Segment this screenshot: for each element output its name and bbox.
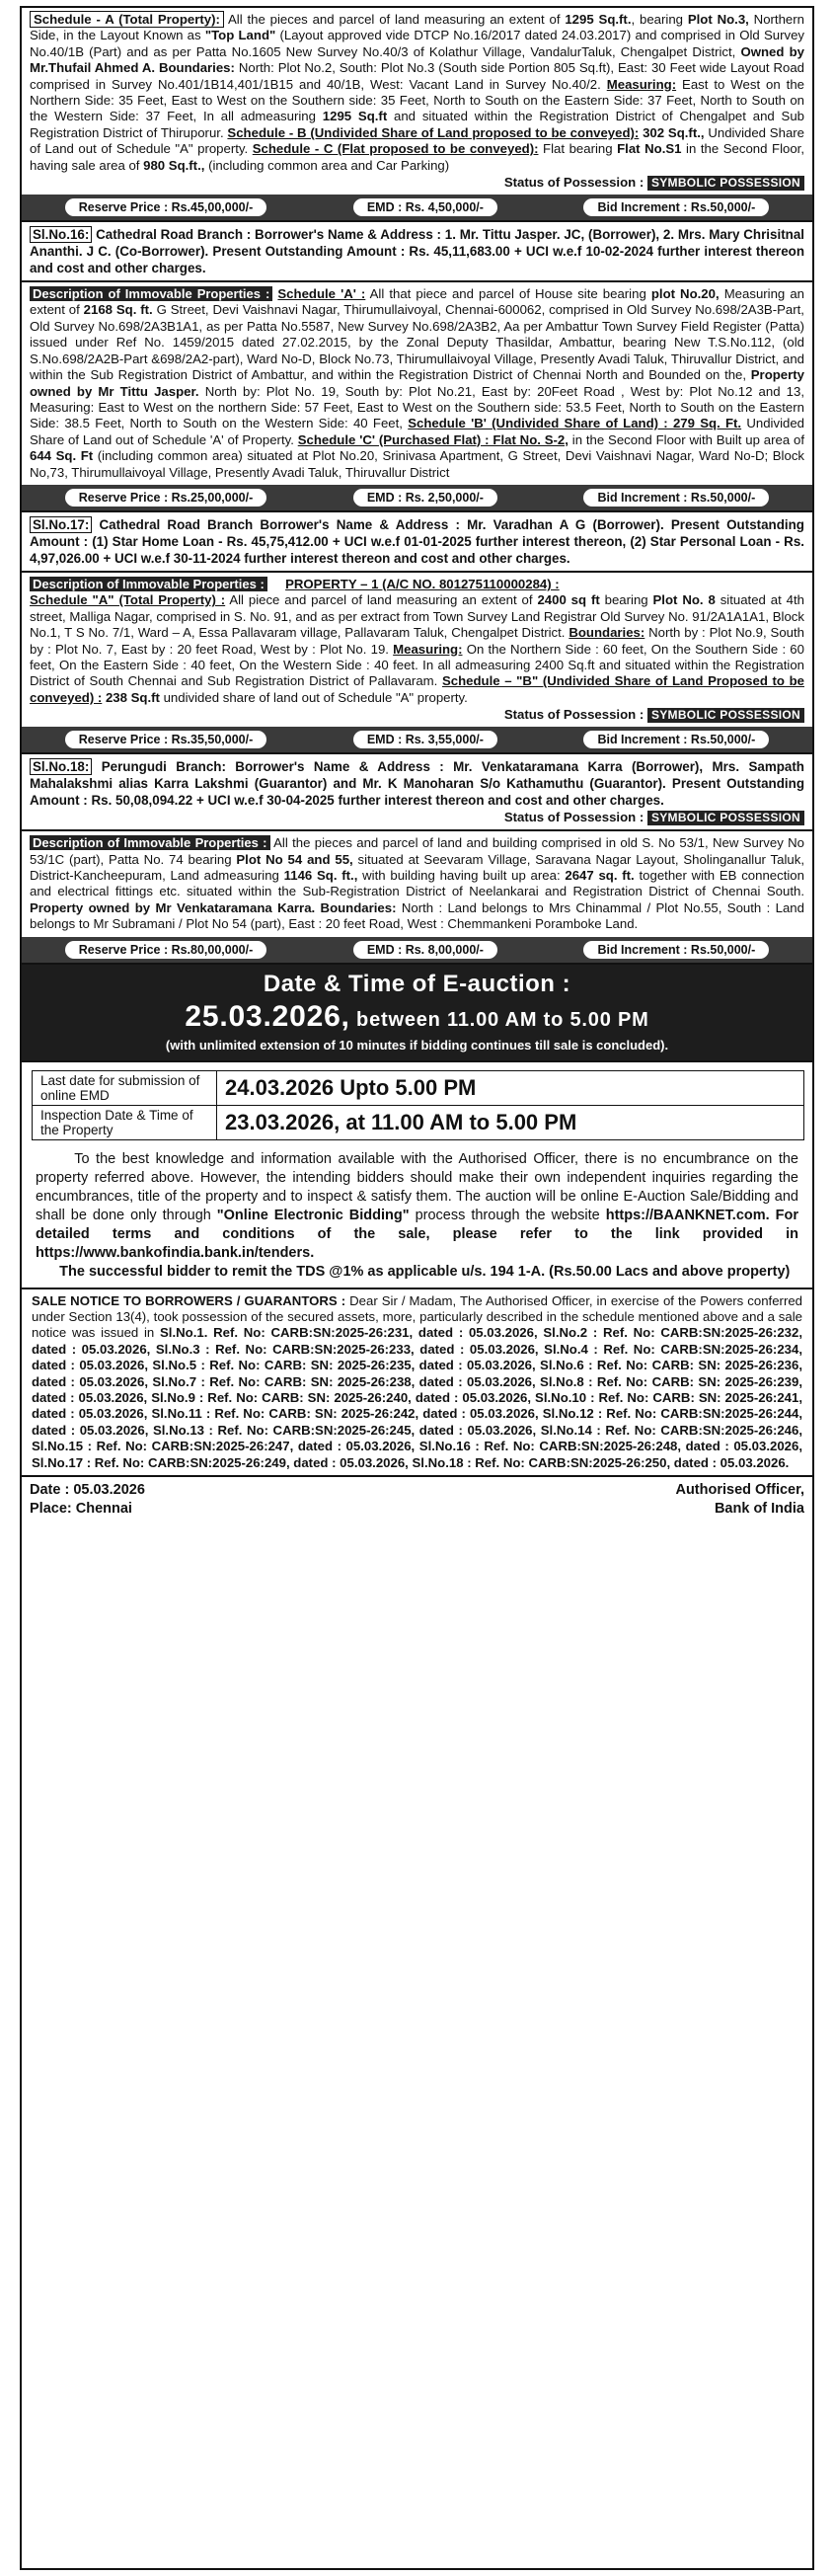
text: All that piece and parcel of House site bearing (365, 286, 651, 302)
built-up-area: 2647 sq. ft. (565, 868, 635, 883)
area: 1295 Sq.ft. (565, 12, 632, 27)
table-row (33, 1070, 804, 1105)
emd-amount: EMD : Rs. 3,55,000/- (353, 731, 497, 748)
text: North by : Plot No.9, South by : Plot No. 7, East by : 20 feet Road, West by : Plot No. 19. (30, 625, 804, 657)
schedule-b-label: Schedule – "B" (Undivided Share of Land Proposed to be conveyed) : (30, 673, 804, 705)
bid-increment: Bid Increment : Rs.50,000/- (583, 941, 769, 959)
text: To the best knowledge and information available with the Authorised Officer, there is no encumbrance on the property referred above. However, the intending bidders should make their own independent inquiries regarding the encumbrances, title of the property and to inspect & satisfy them. The auction will be online E-Auction Sale/Bidding and shall be done only through (36, 1150, 799, 1223)
text: Undivided Share of Land out of Schedule 'A' of Property. (30, 416, 805, 447)
text: Dear Sir / Madam, The Authorised Officer, in exercise of the Powers conferred under Section 13(4), took possession of the secured assets, more, particularly described in the schedule mentioned above and a sale notice was issued in (32, 1292, 803, 1341)
text: Measuring an extent of (30, 286, 804, 318)
text: and situated within the Registration District of Chengalpet and Sub Registration District of Thiruporur. (30, 109, 804, 140)
status-badge: SYMBOLIC POSSESSION (647, 708, 804, 723)
text: in the Second Floor, having sale area of (30, 141, 804, 173)
status-of-possession (30, 809, 804, 825)
borrower-details: Cathedral Road Branch : Borrower's Name & Address : 1. Mr. Tittu Jasper. JC, (Borrower), 2. Mrs. Mary Chrisitnal Ananthi. J C. (Co-Borrower). Present Outstanding Amount : Rs. 45,11,683.00 + UCI w.e.f 10-02-2024 further interest thereon and cost and other charges. (30, 227, 804, 276)
text: All the pieces and parcel of land and building comprised in old S. No 53/1, New Survey No 53/1C (part), Patta No. 74 bearing (30, 835, 804, 867)
emd-amount: EMD : Rs. 4,50,000/- (353, 198, 497, 216)
text: situated at Seevaram Village, Saravana Nagar Layout, Sholinganallur Taluk, District-Kancheepuram, Land admeasuring (30, 851, 805, 883)
description-label: Description of Immovable Properties : (30, 577, 267, 591)
auction-note: (with unlimited extension of 10 minutes if bidding continues till sale is concluded). (165, 1037, 669, 1053)
status-badge: SYMBOLIC POSSESSION (647, 176, 804, 191)
text: North: Plot No.2, South: Plot No.3 (South side Portion 805 Sq.ft), East: 30 Feet wide Layout Road comprised in Survey No.401/1B14,401/1B15 and 40/1B, West: Vacant Land in Survey No.40/2. (30, 60, 805, 92)
footer-left (30, 1481, 145, 1519)
footer (22, 1477, 812, 1522)
terms-section (22, 1148, 812, 1289)
emd-date-value: 24.03.2026 Upto 5.00 PM (217, 1070, 804, 1105)
uds: 302 Sq.ft., (639, 124, 705, 140)
price-bar (22, 727, 812, 752)
area: 2400 sq ft (537, 592, 600, 608)
plot: Plot No.3, (687, 12, 749, 27)
boundaries-label: Boundaries: (569, 625, 645, 641)
measuring-label: Measuring: (393, 641, 463, 657)
bid-increment: Bid Increment : Rs.50,000/- (583, 198, 769, 216)
auction-date: 25.03.2026, (185, 999, 350, 1033)
auction-title: Date & Time of E-auction : (263, 970, 571, 997)
footer-right (675, 1481, 804, 1519)
owner: Property owned by Mr Tittu Jasper. (30, 367, 804, 399)
sale-area: 980 Sq.ft., (143, 157, 205, 173)
schedule-a-label: Schedule "A" (Total Property) : (30, 592, 226, 608)
text: undivided share of land out of Schedule "A" property. (159, 689, 468, 705)
terms-link-text: For detailed terms and conditions of the sale, please refer to the link provided in https://www.bankofindia.bank.in/tenders. (36, 1207, 798, 1261)
bid-increment: Bid Increment : Rs.50,000/- (583, 489, 769, 507)
tds-note (36, 1263, 798, 1282)
notice-label: SALE NOTICE TO BORROWERS / GUARANTORS : (32, 1292, 346, 1308)
plot: plot No.20, (650, 286, 720, 302)
text: process through the website (409, 1207, 606, 1223)
auction-date-time (28, 1000, 806, 1034)
status-of-possession (30, 706, 804, 723)
text: On the Northern Side : 60 feet, On the Southern Side : 60 feet, On the Eastern Side : 40 feet, On the Western Side : 40 feet. In all admeasuring 2400 Sq.ft and situated within the Registration District of South Chennai and Sub Registration District of Pallavaram. (30, 641, 804, 689)
description-paragraph (30, 835, 804, 932)
sl-number: Sl.No.18: (30, 758, 92, 775)
inspection-value: 23.03.2026, at 11.00 AM to 5.00 PM (217, 1105, 804, 1139)
auction-time: between 11.00 AM to 5.00 PM (349, 1008, 649, 1031)
sl-number: Sl.No.16: (30, 226, 92, 243)
text: together with EB connection and electrical fittings etc. situated within the Sub-Registration District of Neelankarai and Registration District of Chennai South. (30, 868, 804, 899)
flat: Flat No.S1 (617, 141, 682, 157)
table-row (33, 1105, 804, 1139)
emd-amount: EMD : Rs. 8,00,000/- (353, 941, 497, 959)
schedule-b-label: Schedule 'B' (Undivided Share of Land) : 279 Sq. Ft. (408, 416, 742, 431)
text: East to West on the Northern Side: 35 Feet, East to West on the Southern side: 35 Feet, North to South on the Eastern Side: 37 Feet, North to South on the Western Side: 37 Feet, In all admeasuring (30, 76, 804, 124)
measuring-label: Measuring: (606, 76, 677, 92)
website-link[interactable]: https://BAANKNET.com. (605, 1207, 770, 1223)
text: G Street, Devi Vaishnavi Nagar, Thirumullaivoyal, Chennai-600062, comprised in Old Survey No.698/2A3B-Part, Old Survey No.698/2A3B1A1, as per Patta No.5587, New Survey No.698/2A3B2, Aa per Ambattur Town Survey Field Register (Patta) issued under Ref No. 1459/2015 dated 27.02.2015, by the Zonal Deputy Thasildar, Ambattur, bearing New T.S.No.112, (old S.No.698/2A2B-Part &698/2A2-part), Ward No-D, Block No.73, Thirumullaivoyal Village, Presently Avadi Taluk, Thiruvallur District, and within the Sub Registration District of Ambattur, and within the Registration District of Chennai North and Bounded on the, (30, 302, 804, 383)
emd-inspection-table (32, 1070, 804, 1140)
text: situated at 4th street, Malliga Nagar, comprised in S. No. 91, and as per extract from Town Survey Land Registrar Old Survey No. 91/2A1A1A1, Block No.1, T S No. 7/1, Ward – A, Essa Pallavaram village, Pallavaram Taluk, Chengalpet District. (30, 592, 804, 641)
schedule-c-label: Schedule 'C' (Purchased Flat) : Flat No. S-2, (297, 431, 569, 447)
e-auction-banner (22, 965, 812, 1062)
reserve-price: Reserve Price : Rs.80,00,000/- (65, 941, 267, 959)
footer-place: Place: Chennai (30, 1501, 132, 1518)
sale-notice-page (20, 6, 814, 2570)
schedule-a-label: Schedule 'A' : (277, 286, 366, 302)
footer-bank: Bank of India (714, 1501, 804, 1518)
footer-officer: Authorised Officer, (675, 1482, 804, 1499)
inspection-label: Inspection Date & Time of the Property (33, 1105, 217, 1139)
text: , bearing (631, 12, 688, 27)
status-label: Status of Possession : (503, 175, 644, 191)
emd-amount: EMD : Rs. 2,50,000/- (353, 489, 497, 507)
layout-name: "Top Land" (204, 28, 276, 43)
text: in the Second Floor with Built up area of (568, 431, 804, 447)
reference-list: Sl.No.1. Ref. No: CARB:SN:2025-26:231, dated : 05.03.2026, Sl.No.2 : Ref. No: CARB:SN:2025-26:232, dated : 05.03.2026, Sl.No.3 : Ref. No: CARB:SN:2025-26:233, dated : 05.03.2026, Sl.No.4 : Ref. No: CARB:SN:2025-26:234, dated : 05.03.2026, Sl.No.5 : Ref. No: CARB: SN: 2025-26:235, dated : 05.03.2026, Sl.No.6 : Ref. No: CARB: SN: 2025-26:236, dated : 05.03.2026, Sl.No.7 : Ref. No: CARB: SN: 2025-26:238, dated : 05.03.2026, Sl.No.8 : Ref. No: CARB: SN: 2025-26:239, dated : 05.03.2026, Sl.No.9 : Ref. No: CARB: SN: 2025-26:240, dated : 05.03.2026, Sl.No.10 : Ref. No: CARB: SN: 2025-26:241, dated : 05.03.2026, Sl.No.11 : Ref. No: CARB: SN: 2025-26:242, dated : 05.03.2026, Sl.No.12 : Ref. No: CARB:SN:2025-26:244, dated : 05.03.2026, Sl.No.13 : Ref. No: CARB:SN:2025-26:245, dated : 05.03.2026, Sl.No.14 : Ref. No: CARB:SN:2025-26:246, Sl.No.15 : Ref. No: CARB:SN:2025-26:247, dated : 05.03.2026, Sl.No.16 : Ref. No: CARB:SN:2025-26:248, dated : 05.03.2026, Sl.No.17 : Ref. No: CARB:SN:2025-26:249, dated : 05.03.2026, Sl.No.18 : Ref. No: CARB:SN:2025-26:250, dated : 05.03.2026. (32, 1325, 802, 1470)
sale-notice-section (22, 1289, 812, 1477)
schedule-c-label: Schedule - C (Flat proposed to be conveyed): (252, 141, 539, 157)
area: 1146 Sq. ft., (283, 868, 358, 883)
owner: Owned by Mr.Thufail Ahmed A. Boundaries: (30, 43, 804, 76)
status-of-possession (30, 174, 804, 191)
sl-no-17-section (22, 512, 812, 573)
price-bar (22, 195, 812, 220)
text: All piece and parcel of land measuring an extent of (225, 592, 538, 608)
property-account: PROPERTY – 1 (A/C NO. 801275110000284) : (285, 576, 560, 591)
sale-notice-paragraph (32, 1293, 802, 1471)
reserve-price: Reserve Price : Rs.35,50,000/- (65, 731, 267, 748)
text: with building having built up area: (357, 868, 566, 883)
sl-16-description (22, 282, 812, 512)
price-bar (22, 937, 812, 963)
footer-date: Date : 05.03.2026 (30, 1482, 145, 1499)
text: All the pieces and parcel of land measuring an extent of (223, 12, 566, 27)
owner: Property owned by Mr Venkataramana Karra. Boundaries: (30, 899, 397, 915)
online-bidding: "Online Electronic Bidding" (216, 1207, 410, 1223)
text: North : Land belongs to Mrs Chinammal / Plot No.55, South : Land belongs to Mr Subramani / Plot No 54 (part), East : 20 feet Road, West : Chemmankeni Poramboke Land. (30, 899, 804, 932)
borrower-details: Cathedral Road Branch Borrower's Name & Address : Mr. Varadhan A G (Borrower). Present Outstanding Amount : (1) Star Home Loan - Rs. 45,75,412.00 + UCI w.e.f 01-01-2025 further interest thereon, (2) Star Personal Loan - Rs. 4,97,026.00 + UCI w.e.f 30-11-2024 further interest thereon and cost and other charges. (30, 516, 804, 566)
description-label: Description of Immovable Properties : (30, 286, 272, 301)
text: Flat bearing (538, 141, 618, 157)
status-label: Status of Possession : (503, 810, 644, 825)
bid-increment: Bid Increment : Rs.50,000/- (583, 731, 769, 748)
sl-number: Sl.No.17: (30, 516, 92, 533)
description-paragraph (30, 577, 804, 706)
price-bar (22, 485, 812, 510)
area: 1295 Sq.ft (322, 109, 388, 124)
plot: Plot No. 8 (652, 592, 716, 608)
sl-17-description (22, 573, 812, 754)
uds: 238 Sq.ft (102, 689, 160, 705)
sl-17-header (30, 516, 804, 567)
sl-no-16-section (22, 222, 812, 282)
sl-18-header (30, 758, 804, 809)
text: Undivided Share of Land out of Schedule "A" property. (30, 124, 804, 157)
text: Northern Side, in the Layout Known as (30, 12, 804, 43)
text: (including common area) situated at Plot No.20, Srinivasa Apartment, G Street, Devi Vaishnavi Nagar, Ward No-D; Block No,73, Thirumullaivoyal Village, Presently Avadi Taluk, Thiruvallur District (30, 448, 805, 480)
sl-16-header (30, 226, 804, 276)
description-paragraph (30, 286, 804, 481)
text: (Layout approved vide DTCP No.16/2017 dated 24.03.2017) and comprised in Old Survey No.40/1B (Part) and as per Patta No.1605 New Survey No.40/3 of Kolathur Village, VandalurTaluk, Chengalpet District, (30, 28, 805, 59)
status-badge: SYMBOLIC POSSESSION (647, 811, 804, 825)
reserve-price: Reserve Price : Rs.45,00,000/- (65, 198, 267, 216)
emd-date-label: Last date for submission of online EMD (33, 1070, 217, 1105)
schedule-a-label: Schedule - A (Total Property): (30, 11, 224, 28)
area: 2168 Sq. ft. (83, 302, 153, 318)
sl-18-description (22, 831, 812, 964)
borrower-details: Perungudi Branch: Borrower's Name & Address : Mr. Venkataramana Karra (Borrower), Mrs. Sampath Mahalakshmi alias Karra Lakshmi (Guarantor) and Mr. K Manoharan S/o Kathamuthu (Guarantor). Present Outstanding Amount : Rs. 50,08,094.22 + UCI w.e.f 30-04-2025 further interest thereon and cost and other charges. (30, 759, 804, 809)
status-label: Status of Possession : (503, 707, 644, 723)
description-label: Description of Immovable Properties : (30, 835, 270, 850)
schedule-b-label: Schedule - B (Undivided Share of Land proposed to be conveyed): (227, 124, 640, 140)
built-up-area: 644 Sq. Ft (30, 448, 94, 464)
text: North by: Plot No. 19, South by: Plot No.21, East by: 20Feet Road , West by: Plot No.12 and 13, Measuring: East to West on the northern Side: 57 Feet, East to West on the Southern side: 53.5 Feet, North to South on the Eastern Side: 38.5 Feet, North to South on the Western Side: 40 Feet, (30, 383, 805, 431)
text: (including common area and Car Parking) (204, 157, 450, 173)
schedule-a-paragraph (30, 12, 804, 174)
tds-text: The successful bidder to remit the TDS @1% as applicable u/s. 194 1-A. (Rs.50.00 Lacs and above property) (59, 1263, 791, 1280)
terms-paragraph (36, 1150, 798, 1263)
sl-no-18-section (22, 754, 812, 831)
property-schedule-section (22, 8, 812, 222)
text: bearing (599, 592, 653, 608)
reserve-price: Reserve Price : Rs.25,00,000/- (65, 489, 267, 507)
plot: Plot No 54 and 55, (236, 851, 353, 867)
